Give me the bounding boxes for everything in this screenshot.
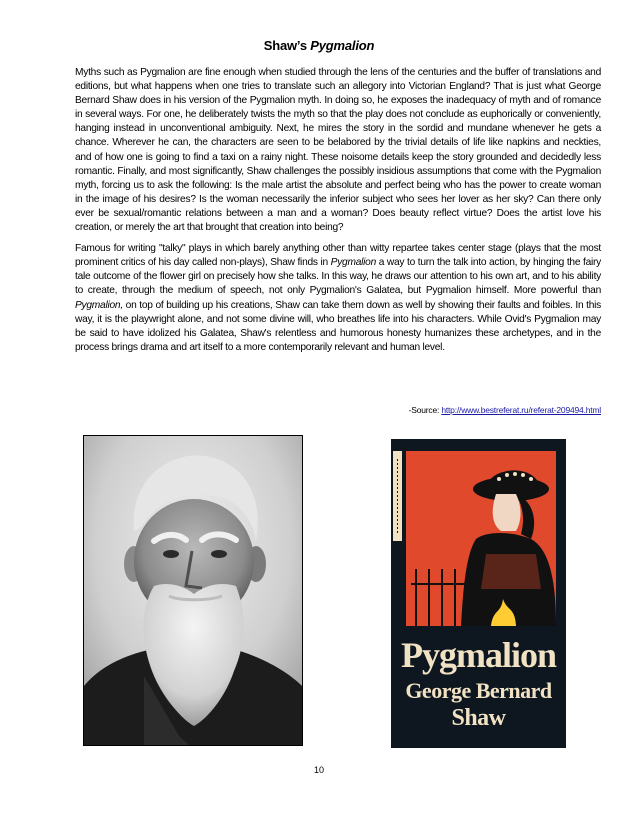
paragraph-2-part-c: a way to turn the talk into action, by hinging the fairy tale outcome of the flower girl on precisely how she talks. In this way, he draws our attention to his own art, and to his ability to create, through the medium of speech, not only Pygmalion's Galatea, but Pygmalion himself. More powerful than	[75, 257, 601, 297]
source-label: -Source:	[408, 405, 442, 415]
page-title	[0, 38, 638, 53]
source-citation	[409, 405, 601, 415]
page-number: 10	[313, 765, 324, 775]
paragraph-1: Myths such as Pygmalion are fine enough when studied through the lens of the centuries and the buffer of translations and editions, but what happens when one tries to translate such an allegory into Victorian England? That is just what George Bernard Shaw does in his version of the Pygmalion myth. In doing so, he exposes the inadequacy of myth and of romance in several ways. For one, he deliberately twists the myth so that the play does not conclude as euphorically or conveniently, hanging instead in unconventional ambiguity. Next, he mires the story in the sordid and mundane whenever he gets a chance. Wherever he can, the characters are seen to be belabored by the trivial details of life like napkins and neckties, and of how one is going to find a taxi on a rainy night. These noisome details keep the story grounded and decidedly less romantic. Finally, and most significantly, Shaw challenges the possibly insidious assumptions that come with the Pygmalion myth, forcing us to ask the following: Is the male artist the absolute and perfect being who has the power to create woman in the image of his desires? Is the woman necessarily the inferior subject who sees her lover as her sky? Can there only ever be sexual/romantic relations between a man and a woman? Does beauty reflect virtue? Does the artist love his creation, or merely the art that brought that creation into being?	[75, 67, 601, 234]
cover-author-line-1: George Bernard	[405, 678, 552, 703]
paragraph-2-italic-2: Pygmalion,	[75, 299, 123, 311]
cover-title: Pygmalion	[400, 635, 556, 675]
shaw-portrait-photo	[83, 435, 303, 746]
title-italic: Pygmalion	[310, 38, 375, 53]
body-text	[75, 66, 601, 362]
paragraph-2-part-e: on top of building up his creations, Shaw can take them down as well by showing their faults and foibles. In this way, it is the playwright alone, and not some divine will, who breathes life into his characters. While Ovid's Pygmalion may be said to have idolized his Galatea, Shaw's relentless and humorous honesty humanizes these archetypes, and in the process brings drama and art itself to a more contemporarily relevant and human level.	[75, 299, 601, 353]
paragraph-2-part-a: Famous for writing "talky" plays in which barely anything other than witty repartee takes center stage (plays that the most prominent critics of his day called non-plays), Shaw finds in	[75, 243, 601, 269]
paragraph-2	[75, 242, 601, 355]
shaw-portrait-image	[84, 436, 302, 745]
pygmalion-book-cover	[391, 439, 566, 748]
paragraph-2-italic-1: Pygmalion	[330, 257, 376, 269]
source-link[interactable]: http://www.bestreferat.ru/referat-209494.html	[441, 405, 601, 415]
cover-author-line-2: Shaw	[451, 705, 506, 731]
title-prefix: Shaw’s	[263, 38, 311, 53]
